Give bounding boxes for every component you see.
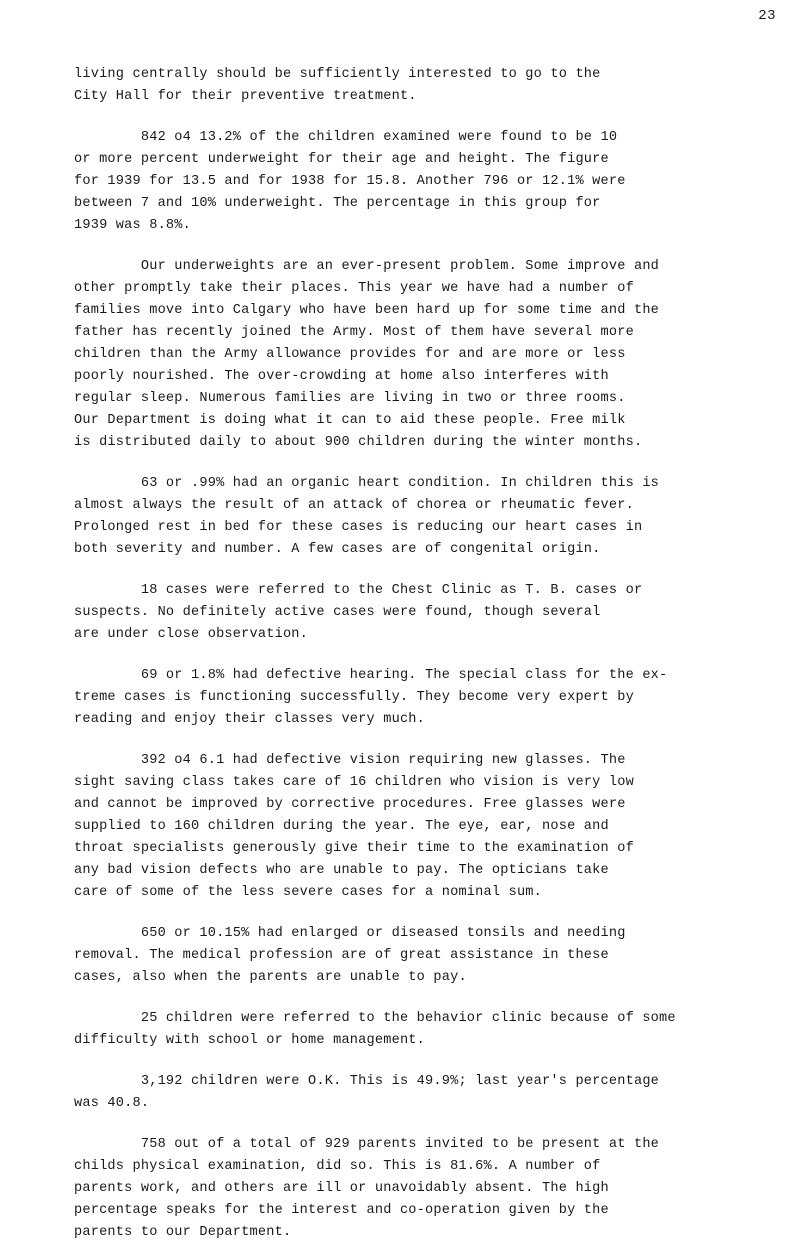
paragraph-preventive-treatment: living centrally should be sufficiently interested to go to the City Hall for their preventive treatment. <box>74 67 601 104</box>
paragraph-defective-vision: 392 o4 6.1 had defective vision requiring new glasses. The sight saving class takes care of 16 children who vision is very low and cannot be improved by corrective procedures. Free glasses were supplied to 160 children during the year. The eye, ear, nose and throat specialists generously give their time to the examination of any bad vision defects who are unable to pay. The opticians take care of some of the less severe cases for a nominal sum. <box>74 753 634 900</box>
paragraph-children-ok: 3,192 children were O.K. This is 49.9%; last year's percentage was 40.8. <box>74 1074 660 1111</box>
paragraph-chest-clinic: 18 cases were referred to the Chest Clinic as T. B. cases or suspects. No definitely active cases were found, though several are under close observation. <box>74 583 643 642</box>
paragraph-underweight-problem: Our underweights are an ever-present problem. Some improve and other promptly take their places. This year we have had a number of families move into Calgary who have been hard up for some time and the father has recently joined the Army. Most of them have several more children than the Army allowance provides for and are more or less poorly nourished. The over-crowding at home also interferes with regular sleep. Numerous families are living in two or three rooms. Our Department is doing what it can to aid these people. Free milk is distributed daily to about 900 children during the winter months. <box>74 259 660 450</box>
paragraph-tonsils: 650 or 10.15% had enlarged or diseased tonsils and needing removal. The medical profession are of great assistance in these cases, also when the parents are unable to pay. <box>74 926 626 985</box>
paragraph-defective-hearing: 69 or 1.8% had defective hearing. The special class for the ex- treme cases is functioning successfully. They become very expert by reading and enjoy their classes very much. <box>74 668 668 727</box>
paragraph-underweight-statistics: 842 o4 13.2% of the children examined were found to be 10 or more percent underweight for their age and height. The figure for 1939 for 13.5 and for 1938 for 15.8. Another 796 or 12.1% were between 7 and 10% underweight. The percentage in this group for 1939 was 8.8%. <box>74 130 626 233</box>
paragraph-heart-condition: 63 or .99% had an organic heart condition. In children this is almost always the result of an attack of chorea or rheumatic fever. Prolonged rest in bed for these cases is reducing our heart cases in both severity and number. A few cases are of congenital origin. <box>74 476 660 557</box>
page-number: 23 <box>758 8 776 24</box>
paragraph-behavior-clinic: 25 children were referred to the behavior clinic because of some difficulty with school or home management. <box>74 1011 676 1048</box>
report-body <box>74 64 774 1244</box>
paragraph-parent-attendance: 758 out of a total of 929 parents invited to be present at the childs physical examination, did so. This is 81.6%. A number of parents work, and others are ill or unavoidably absent. The high percentage speaks for the interest and co-operation given by the parents to our Department. <box>74 1137 660 1240</box>
